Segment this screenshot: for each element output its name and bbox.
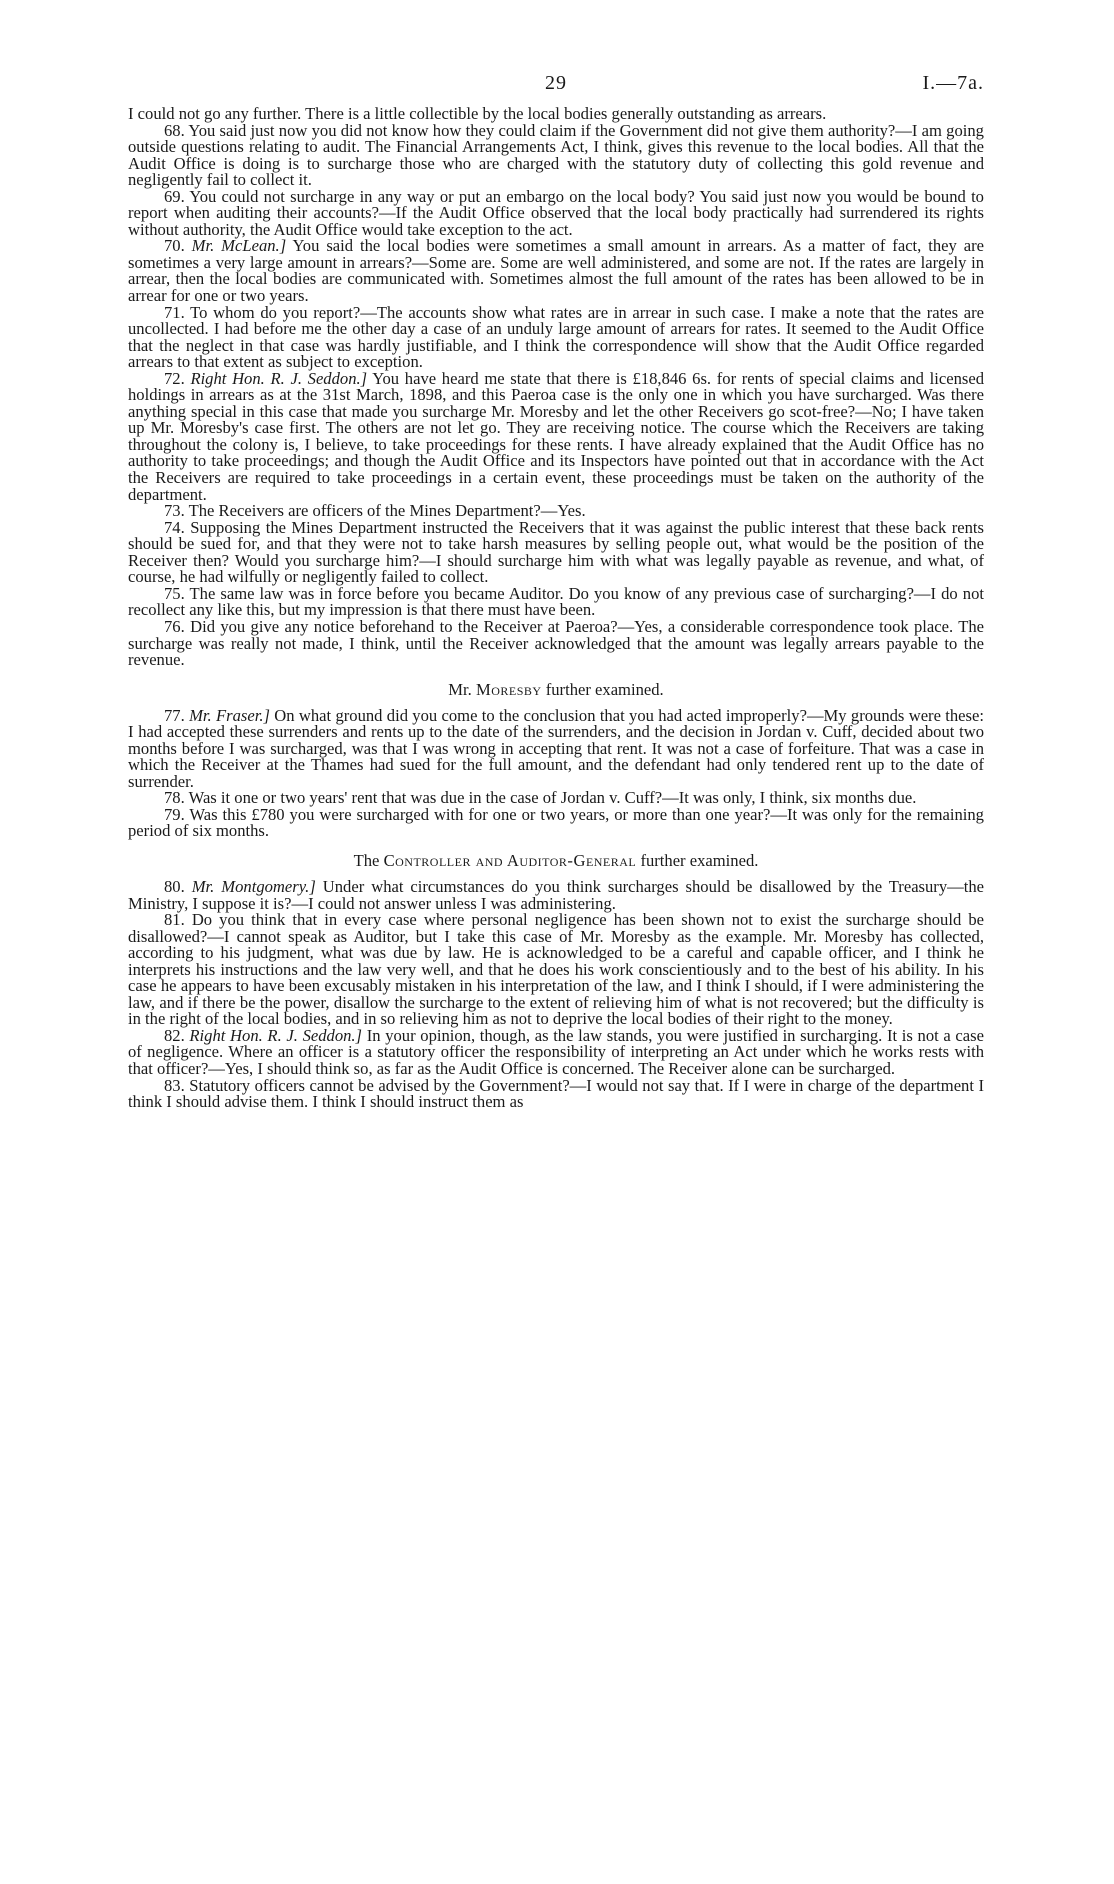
testimony-paragraph (128, 186, 984, 239)
paragraph-text: Was it one or two years' rent that was due in the case of Jordan v. Cuff?—It was only, I think, six months due. (188, 788, 917, 808)
speaker-name: Right Hon. R. J. Seddon.] (190, 368, 368, 388)
heading-suffix: further examined. (545, 679, 664, 699)
page-header (128, 72, 984, 106)
paragraph-text: Under what circumstances do you think surcharges should be disallowed by the Treasury—the Ministry, I suppose it is?—I could not answer unless I was administering. (128, 876, 984, 913)
testimony-paragraph (128, 583, 984, 620)
body-text (128, 106, 984, 1111)
question-number: 76. (164, 616, 185, 636)
speaker-name: Mr. McLean.] (191, 236, 287, 256)
paragraph-text: Did you give any notice beforehand to the Receiver at Paeroa?—Yes, a considerable correspondence took place. The surcharge was really not made, I think, until the Receiver acknowledged that the amount was legally arrears payable to the revenue. (128, 616, 984, 670)
paragraph-text: Supposing the Mines Department instructed the Receivers that it was against the public interest that these back rents should be sued for, and that they were not to take harsh measures by selling people out, what would be the position of the Receiver then? Would you surcharge him?—I should surcharge him with what was legally payable as revenue, and what, of course, he had wilfully or negligently failed to collect. (128, 517, 985, 587)
testimony-paragraph (128, 1025, 984, 1078)
paragraph-text: In your opinion, though, as the law stands, you were justified in surcharging. It is not a case of negligence. Where an officer is a statutory officer the responsibility of interpreting an Act under which he works rests with that officer?—Yes, I should think so, as far as the Audit Office is concerned. The Receiver alone can be surcharged. (128, 1025, 984, 1078)
section-heading-controller (128, 852, 984, 869)
speaker-name: Right Hon. R. J. Seddon.] (189, 1025, 363, 1045)
testimony-paragraph (128, 912, 984, 1028)
question-number: 74. (164, 517, 185, 537)
paragraph-text: You have heard me state that there is £18,846 6s. for rents of special claims and licensed holdings in arrears as at the 31st March, 1898, and this Paeroa case is the only one in which you have surcharged. Was there anything special in this case that made you surcharge Mr. Moresby and let the other Receivers go scot-free?—No; I have taken up Mr. Moresby's case first. The others are not let go. They are receiving notice. The course which the Receivers are taking throughout the colony is, I believe, to take proceedings for these rents. I have already explained that the Audit Office has no authority to take proceedings; and though the Audit Office and its Inspectors have pointed out that in accordance with the Act the Receivers are required to take proceedings in a certain event, these proceedings must be taken on the authority of the department. (128, 368, 984, 504)
speaker-name: Mr. Montgomery.] (191, 876, 316, 896)
question-number: 79. (164, 804, 185, 824)
paragraph-text: I could not go any further. There is a little collectible by the local bodies generally outstanding as arrears. (128, 104, 827, 123)
page-number: 29 (545, 72, 567, 94)
heading-prefix: Mr. (448, 679, 472, 699)
heading-name: Controller and Auditor-General (383, 850, 637, 870)
paragraph-text: Was this £780 you were surcharged with for one or two years, or more than one year?—It was only for the remaining period of six months. (128, 804, 984, 841)
testimony-paragraph (128, 368, 984, 504)
testimony-paragraph (128, 120, 984, 190)
document-page (128, 72, 984, 1111)
question-number: 68. (164, 120, 185, 140)
question-number: 71. (164, 302, 185, 322)
document-reference: I.—7a. (922, 72, 984, 94)
question-number: 82. (164, 1025, 185, 1045)
question-number: 72. (164, 368, 185, 388)
paragraph-text: Statutory officers cannot be advised by the Government?—I would not say that. If I were in charge of the department I think I should advise them. I think I should instruct them as (128, 1075, 984, 1112)
paragraph-text: To whom do you report?—The accounts show what rates are in arrear in such case. I make a note that the rates are uncollected. I had before me the other day a case of an unduly large amount of arrears for rates. It seemed to the Audit Office that the neglect in that case was hardly justifiable, and I think the correspondence will show that the Audit Office regarded arrears to that extent as subject to exception. (128, 302, 985, 372)
testimony-paragraph (128, 302, 985, 372)
testimony-paragraph (128, 238, 984, 304)
paragraph-text: Do you think that in every case where personal negligence has been shown not to exist the surcharge should be disallowed?—I cannot speak as Auditor, but I take this case of Mr. Moresby as the example. Mr. Moresby has collected, according to his judgment, what was due by law. He is acknowledged to be a careful and capable officer, and I think he interprets his instructions and the law very well, and that he does his work conscientiously and to the best of his ability. In his case he appears to have been excusably mistaken in his interpretation of the law, and I think I should, if I were administering the law, and if there be the power, disallow the surcharge to the extent of relieving him of what is not recovered; but the difficulty is in the right of the local bodies, and in so relieving him as not to deprive the local bodies of their right to the money. (128, 910, 984, 1029)
testimony-paragraph (128, 876, 984, 913)
speaker-name: Mr. Fraser.] (189, 705, 270, 725)
question-number: 78. (164, 788, 185, 808)
paragraph-text: You said the local bodies were sometimes a small amount in arrears. As a matter of fact, they are sometimes a very large amount in arrears?—Some are. Some are well administered, and some are not. If the rates are largely in arrear, then the local bodies are communicated with. Sometimes almost the full amount of the rates has been allowed to be in arrear for one or two years. (128, 236, 984, 306)
heading-name: Moresby (475, 679, 542, 699)
heading-prefix: The (353, 850, 380, 870)
paragraph-group-c (128, 876, 984, 1112)
section-heading-moresby (128, 681, 984, 698)
question-number: 77. (164, 705, 185, 725)
paragraph-text: You could not surcharge in any way or put an embargo on the local body? You said just now you would be bound to report when auditing their accounts?—If the Audit Office observed that the local body practically had surrendered its rights without authority, the Audit Office would take exception to the act. (128, 186, 984, 239)
testimony-paragraph (128, 517, 985, 587)
question-number: 83. (164, 1075, 185, 1095)
paragraph-text: The Receivers are officers of the Mines Department?—Yes. (188, 501, 586, 521)
testimony-paragraph (128, 1075, 984, 1112)
testimony-paragraph (128, 804, 984, 841)
heading-suffix: further examined. (640, 850, 759, 870)
testimony-paragraph (128, 616, 984, 670)
question-number: 70. (164, 236, 185, 256)
paragraph-group-a (128, 106, 984, 669)
paragraph-text: The same law was in force before you became Auditor. Do you know of any previous case of surcharging?—I do not recollect any like this, but my impression is that there must have been. (128, 583, 984, 620)
question-number: 81. (164, 910, 185, 930)
question-number: 73. (164, 501, 185, 521)
question-number: 80. (164, 876, 185, 896)
question-number: 75. (164, 583, 185, 603)
question-number: 69. (164, 186, 185, 206)
paragraph-text: You said just now you did not know how they could claim if the Government did not give them authority?—I am going outside questions relating to audit. The Financial Arrangements Act, I think, gives this revenue to the local bodies. All that the Audit Office is doing is to surcharge those who are charged with the statutory duty of collecting this gold revenue and negligently fail to collect it. (128, 120, 984, 190)
paragraph-text: On what ground did you come to the conclusion that you had acted improperly?—My grounds were these: I had accepted these surrenders and rents up to the date of the surrenders, and the decision in Jordan v. Cuff, decided about two months before I was surcharged, was that I was wrong in accepting that rent. It was not a case of forfeiture. That was a case in which the Receiver at the Thames had sued for the full amount, and the defendant had only tendered rent up to the date of surrender. (128, 705, 984, 791)
paragraph-group-b (128, 705, 984, 841)
testimony-paragraph (128, 705, 984, 791)
